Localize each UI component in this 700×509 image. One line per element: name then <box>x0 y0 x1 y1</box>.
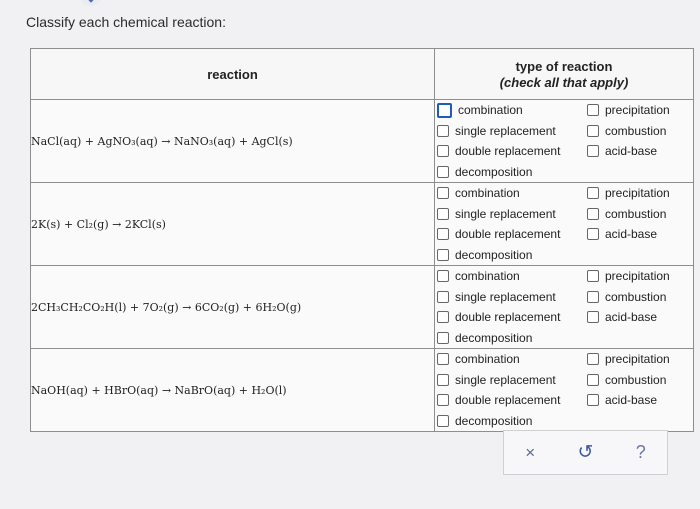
option-combustion[interactable]: combustion <box>587 373 693 387</box>
header-type <box>435 49 694 100</box>
checkbox[interactable] <box>587 311 599 323</box>
option-single-replacement[interactable]: single replacement <box>437 373 587 387</box>
checkbox[interactable] <box>587 125 599 137</box>
checkbox[interactable] <box>587 104 599 116</box>
checkbox[interactable] <box>587 208 599 220</box>
table-row <box>31 266 694 349</box>
option-acid-base[interactable]: acid-base <box>587 144 693 158</box>
table-header-row <box>31 49 694 100</box>
option-precipitation[interactable]: precipitation <box>587 103 693 117</box>
checkbox[interactable] <box>437 415 449 427</box>
reaction-equation: NaOH(aq) + HBrO(aq) → NaBrO(aq) + H₂O(l) <box>31 349 435 432</box>
checkbox[interactable] <box>587 145 599 157</box>
reaction-equation: NaCl(aq) + AgNO₃(aq) → NaNO₃(aq) + AgCl(s) <box>31 100 435 183</box>
table-row <box>31 183 694 266</box>
option-acid-base[interactable]: acid-base <box>587 393 693 407</box>
undo-icon[interactable]: ↺ <box>577 442 594 463</box>
checkbox[interactable] <box>437 270 449 282</box>
option-single-replacement[interactable]: single replacement <box>437 124 587 138</box>
header-type-title: type of reaction <box>515 58 613 74</box>
header-type-note: (check all that apply) <box>499 74 629 90</box>
option-decomposition[interactable]: decomposition <box>437 248 587 262</box>
option-combination[interactable]: combination <box>437 103 587 118</box>
checkbox[interactable] <box>587 374 599 386</box>
option-single-replacement[interactable]: single replacement <box>437 290 587 304</box>
option-acid-base[interactable]: acid-base <box>587 310 693 324</box>
checkbox[interactable] <box>437 249 449 261</box>
reaction-table <box>30 48 694 432</box>
option-single-replacement[interactable]: single replacement <box>437 207 587 221</box>
option-acid-base[interactable]: acid-base <box>587 227 693 241</box>
header-reaction: reaction <box>31 49 435 100</box>
collapse-chevron-icon[interactable] <box>80 0 102 6</box>
checkbox[interactable] <box>437 145 449 157</box>
checkbox[interactable] <box>437 208 449 220</box>
reaction-options <box>435 349 694 432</box>
close-icon[interactable]: × <box>525 442 536 462</box>
option-precipitation[interactable]: precipitation <box>587 269 693 283</box>
option-double-replacement[interactable]: double replacement <box>437 144 587 158</box>
table-row <box>31 349 694 432</box>
option-combination[interactable]: combination <box>437 269 587 283</box>
reaction-options <box>435 183 694 266</box>
reaction-options <box>435 266 694 349</box>
checkbox[interactable] <box>437 103 452 118</box>
checkbox[interactable] <box>437 374 449 386</box>
checkbox[interactable] <box>587 291 599 303</box>
option-precipitation[interactable]: precipitation <box>587 186 693 200</box>
question-prompt: Classify each chemical reaction: <box>26 14 226 30</box>
option-combustion[interactable]: combustion <box>587 207 693 221</box>
checkbox[interactable] <box>437 187 449 199</box>
checkbox[interactable] <box>437 291 449 303</box>
checkbox[interactable] <box>587 228 599 240</box>
help-icon[interactable]: ? <box>635 442 646 462</box>
checkbox[interactable] <box>587 353 599 365</box>
option-decomposition[interactable]: decomposition <box>437 414 587 428</box>
option-combustion[interactable]: combustion <box>587 124 693 138</box>
checkbox[interactable] <box>437 125 449 137</box>
checkbox[interactable] <box>437 353 449 365</box>
option-combination[interactable]: combination <box>437 186 587 200</box>
table-row <box>31 100 694 183</box>
checkbox[interactable] <box>437 332 449 344</box>
option-double-replacement[interactable]: double replacement <box>437 227 587 241</box>
checkbox[interactable] <box>437 166 449 178</box>
option-decomposition[interactable]: decomposition <box>437 165 587 179</box>
checkbox[interactable] <box>437 228 449 240</box>
reaction-equation: 2K(s) + Cl₂(g) → 2KCl(s) <box>31 183 435 266</box>
option-precipitation[interactable]: precipitation <box>587 352 693 366</box>
checkbox[interactable] <box>437 311 449 323</box>
reaction-options <box>435 100 694 183</box>
checkbox[interactable] <box>437 394 449 406</box>
option-double-replacement[interactable]: double replacement <box>437 310 587 324</box>
option-decomposition[interactable]: decomposition <box>437 331 587 345</box>
answer-toolbar <box>503 430 668 475</box>
checkbox[interactable] <box>587 187 599 199</box>
reaction-equation: 2CH₃CH₂CO₂H(l) + 7O₂(g) → 6CO₂(g) + 6H₂O(g) <box>31 266 435 349</box>
checkbox[interactable] <box>587 394 599 406</box>
option-combustion[interactable]: combustion <box>587 290 693 304</box>
option-combination[interactable]: combination <box>437 352 587 366</box>
option-double-replacement[interactable]: double replacement <box>437 393 587 407</box>
checkbox[interactable] <box>587 270 599 282</box>
